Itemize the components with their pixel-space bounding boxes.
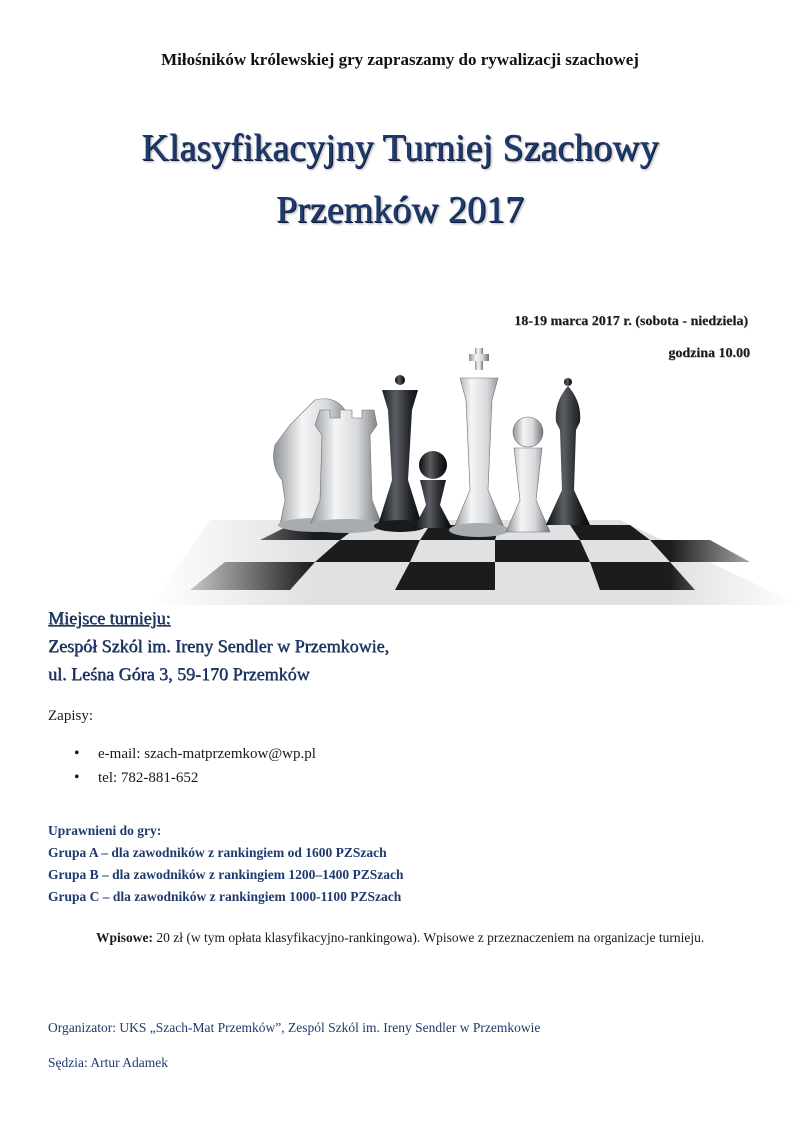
- black-queen: [374, 375, 426, 532]
- tournament-title: Klasyfikacyjny Turniej Szachowy: [141, 127, 659, 169]
- email-item: • e-mail: szach-matprzemkow@wp.pl: [70, 742, 316, 766]
- event-time: godzina 10.00: [668, 346, 750, 361]
- phone-item: • tel: 782-881-652: [70, 766, 316, 790]
- venue-line-1: Zespół Szkól im. Ireny Sendler w Przemkowie,: [48, 636, 389, 656]
- venue-label: Miejsce turnieju:: [48, 608, 171, 628]
- registration-label: Zapisy:: [48, 708, 93, 724]
- white-pawn: [506, 417, 550, 532]
- venue-line-2: ul. Leśna Góra 3, 59-170 Przemków: [48, 664, 310, 684]
- group-b: Grupa B – dla zawodników z rankingiem 1200–1400 PZSzach: [48, 867, 404, 882]
- judge-line: Sędzia: Artur Adamek: [48, 1055, 168, 1070]
- white-king: [449, 348, 509, 537]
- contact-list: [70, 742, 316, 790]
- organizer-line: Organizator: UKS „Szach-Mat Przemków”, Zespól Szkól im. Ireny Sendler w Przemkowie: [48, 1020, 541, 1035]
- eligibility-label: Uprawnieni do gry:: [48, 823, 162, 838]
- invitation-line: Miłośników królewskiej gry zapraszamy do rywalizacji szachowej: [161, 50, 639, 69]
- venue-section: [48, 604, 389, 688]
- fee-text: 20 zł (w tym opłata klasyfikacyjno-rankingowa). Wpisowe z przeznaczeniem na organizacje turnieju.: [153, 930, 705, 945]
- event-date: 18-19 marca 2017 r. (sobota - niedziela): [514, 314, 748, 329]
- tournament-subtitle: Przemków 2017: [275, 189, 525, 231]
- eligibility-section: [48, 820, 404, 908]
- fee-label: Wpisowe:: [96, 930, 153, 945]
- chess-pieces-image: [150, 340, 800, 605]
- group-c: Grupa C – dla zawodników z rankingiem 1000-1100 PZSzach: [48, 889, 402, 904]
- group-a: Grupa A – dla zawodników z rankingiem od 1600 PZSzach: [48, 845, 387, 860]
- black-bishop: [546, 378, 590, 525]
- fee-paragraph: [96, 927, 736, 948]
